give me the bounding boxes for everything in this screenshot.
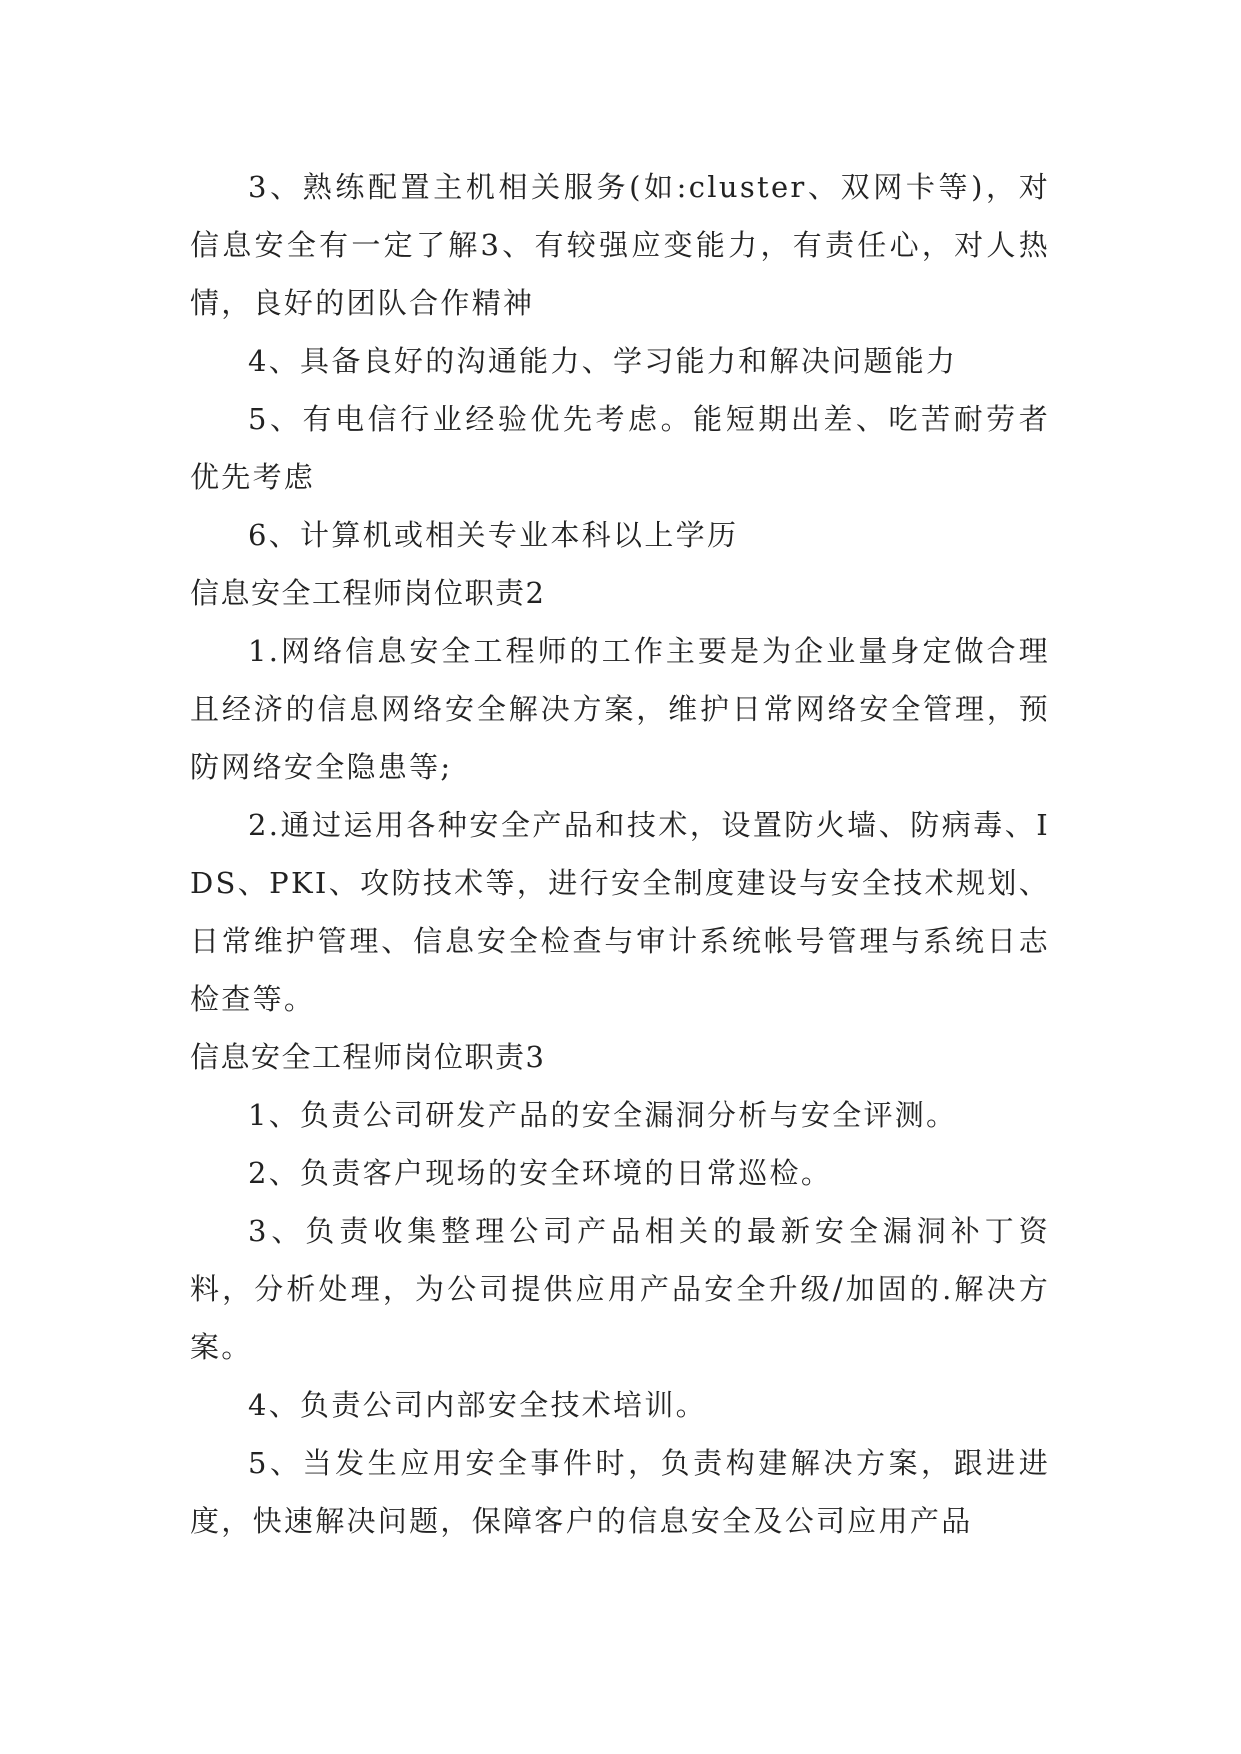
paragraph-requirement-3: 3、熟练配置主机相关服务(如:cluster、双网卡等)，对信息安全有一定了解3、有较强应变能力，有责任心，对人热情，良好的团队合作精神	[190, 170, 1050, 320]
paragraph-duty-2-2: 2.通过运用各种安全产品和技术，设置防火墙、防病毒、IDS、PKI、攻防技术等，进行安全制度建设与安全技术规划、日常维护管理、信息安全检查与审计系统帐号管理与系统日志检查等。	[190, 808, 1050, 1016]
paragraph-duty-2-1: 1.网络信息安全工程师的工作主要是为企业量身定做合理且经济的信息网络安全解决方案，维护日常网络安全管理，预防网络安全隐患等;	[190, 634, 1050, 784]
document-body	[190, 158, 1050, 1550]
paragraph-duty-3-4: 4、负责公司内部安全技术培训。	[248, 1388, 707, 1422]
section-heading-3: 信息安全工程师岗位职责3	[190, 1040, 546, 1074]
paragraph-requirement-6: 6、计算机或相关专业本科以上学历	[248, 518, 739, 552]
paragraph-requirement-5: 5、有电信行业经验优先考虑。能短期出差、吃苦耐劳者优先考虑	[190, 402, 1050, 494]
paragraph-duty-3-3: 3、负责收集整理公司产品相关的最新安全漏洞补丁资料，分析处理，为公司提供应用产品安全升级/加固的.解决方案。	[190, 1214, 1050, 1364]
paragraph-requirement-4: 4、具备良好的沟通能力、学习能力和解决问题能力	[248, 344, 958, 378]
paragraph-duty-3-5: 5、当发生应用安全事件时，负责构建解决方案，跟进进度，快速解决问题，保障客户的信息安全及公司应用产品	[190, 1446, 1050, 1538]
paragraph-duty-3-2: 2、负责客户现场的安全环境的日常巡检。	[248, 1156, 833, 1190]
section-heading-2: 信息安全工程师岗位职责2	[190, 576, 546, 610]
paragraph-duty-3-1: 1、负责公司研发产品的安全漏洞分析与安全评测。	[248, 1098, 958, 1132]
